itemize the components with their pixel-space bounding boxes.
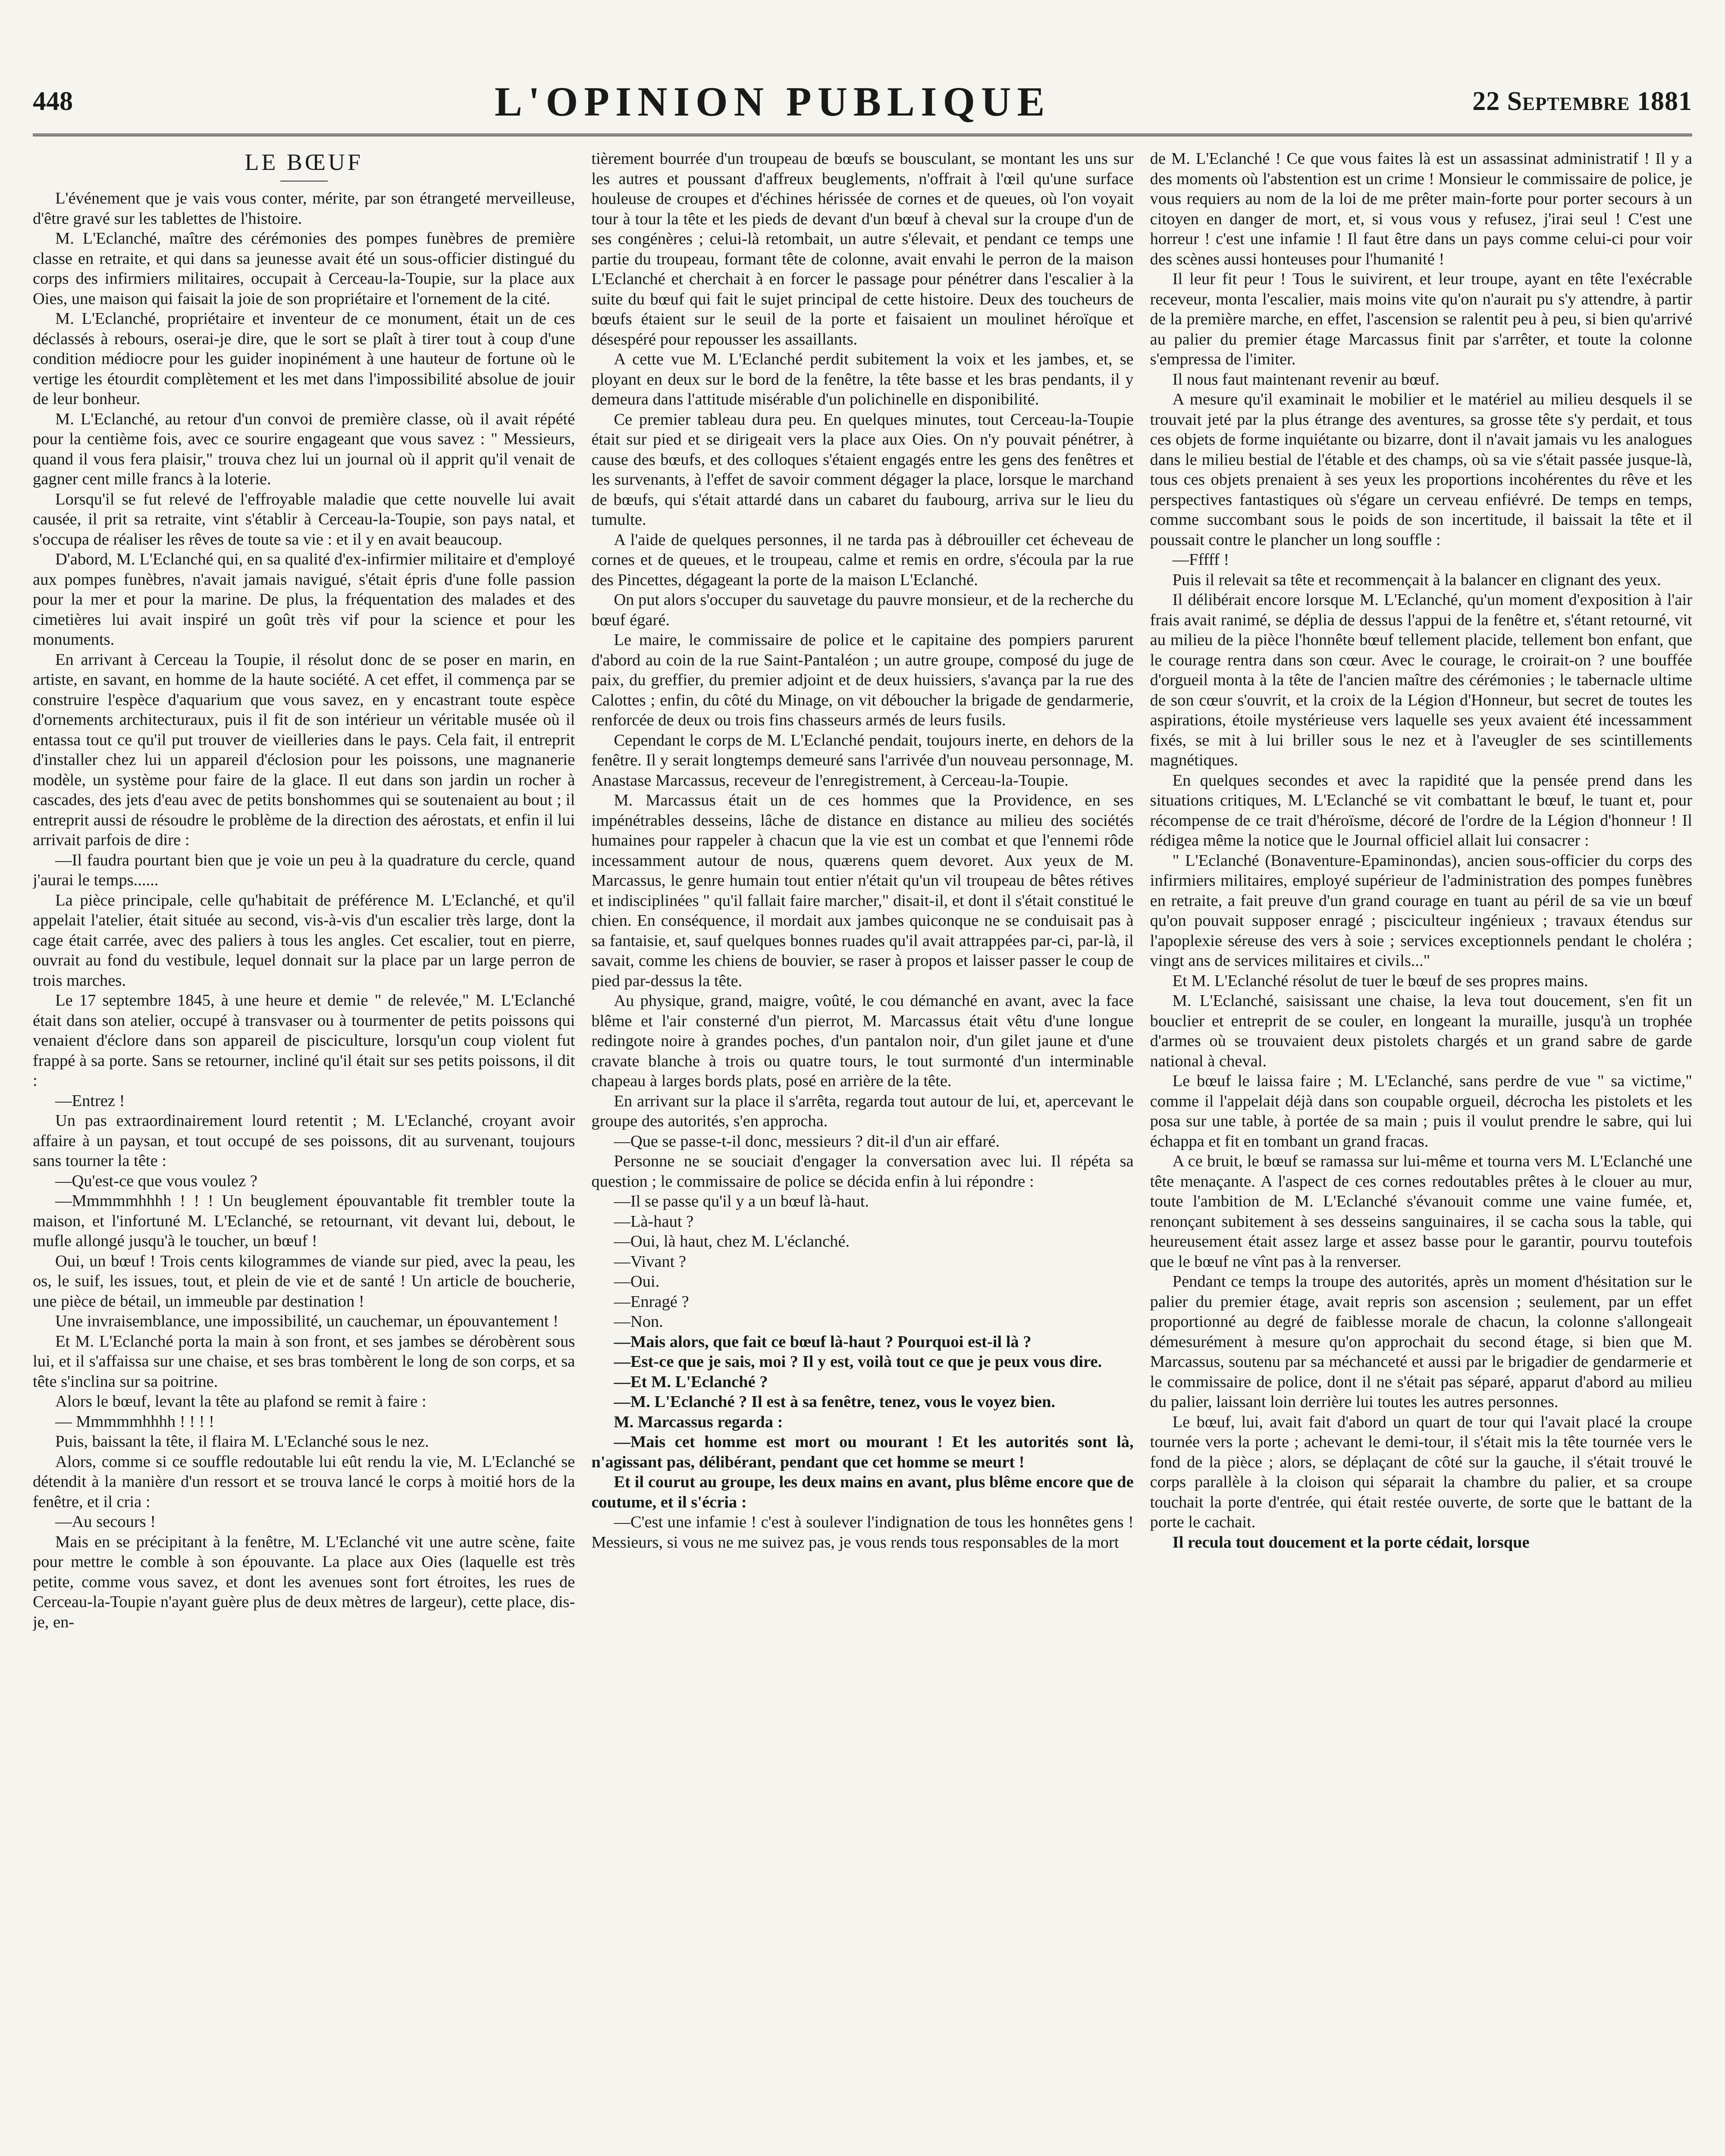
paragraph: M. Marcassus était un de ces hommes que la Providence, en ses impénétrables desseins, lâche de distance en distance au milieu des sociétés humaines pour rappeler à chacun que la vie est un combat et que l'ennemi rôde incessamment autour de nous, quærens quem devoret. Aux yeux de M. Marcassus, le genre humain tout entier n'était qu'un vil troupeau de bêtes rétives et indisciplinées " qu'il fallait faire marcher," disait-il, et dont il s'était constitué le chien. En conséquence, il mordait aux jambes quiconque ne se conduisait pas à sa fantaisie, et, sauf quelques bonnes ruades qu'il avait attrappées par-ci, par-là, il savait, comme les chiens de bouvier, se raser à propos et laisser passer le coup de pied par-dessus la tête. bbox=[591, 791, 1134, 990]
paragraph: L'événement que je vais vous conter, mérite, par son étrangeté merveilleuse, d'être gravé sur les tablettes de l'histoire. bbox=[33, 189, 575, 228]
paragraph: —Entrez ! bbox=[55, 1091, 125, 1110]
paragraph: Mais en se précipitant à la fenêtre, M. L'Eclanché vit une autre scène, faite pour mettre le comble à son épouvante. La place aux Oies (laquelle est très petite, comme vous savez, et dont les avenues sont fort étroites, les rues de Cerceau-la-Toupie n'ayant guère plus de deux mètres de largeur), cette place, dis-je, en- bbox=[33, 1532, 575, 1631]
paragraph: Le maire, le commissaire de police et le capitaine des pompiers parurent d'abord au coin de la rue Saint-Pantaléon ; un autre groupe, composé du juge de paix, du greffier, du premier adjoint et de deux huissiers, s'avança par la rue des Calottes ; enfin, du côté du Minage, on vit déboucher la brigade de gendarmerie, renforcée de deux ou trois fins chasseurs armés de leurs fusils. bbox=[591, 631, 1134, 729]
paragraph: M. L'Eclanché, maître des cérémonies des pompes funèbres de première classe en retraite, et qui dans sa jeunesse avait été un sous-officier distingué du corps des infirmiers militaires, occupait à Cerceau-la-Toupie, sur la place aux Oies, une maison qui faisait la joie de son propriétaire et l'ornement de la cité. bbox=[33, 229, 575, 308]
paragraph: —Vivant ? bbox=[614, 1252, 687, 1271]
paragraph: —Fffff ! bbox=[1172, 551, 1229, 569]
paragraph: Ce premier tableau dura peu. En quelques minutes, tout Cerceau-la-Toupie était sur pied et se dirigeait vers la place aux Oies. On n'y pouvait pénétrer, à cause des bœufs, et des colloques s'étaient engagés entre les gens des fenêtres et les survenants, à l'effet de savoir comment dégager la place, lorsque le marchand de bœufs, qui s'était attardé dans un cabaret du faubourg, arriva sur le lieu du tumulte. bbox=[591, 410, 1134, 529]
paragraph: Puis, baissant la tête, il flaira M. L'Eclanché sous le nez. bbox=[55, 1432, 429, 1451]
paragraph: —Mais alors, que fait ce bœuf là-haut ? Pourquoi est-il là ? bbox=[614, 1332, 1032, 1351]
paragraph: Personne ne se souciait d'engager la conversation avec lui. Il répéta sa question ; le commissaire de police se décida enfin à lui répondre : bbox=[591, 1152, 1134, 1191]
paragraph: Et M. L'Eclanché résolut de tuer le bœuf de ses propres mains. bbox=[1172, 971, 1588, 990]
paragraph: Et M. L'Eclanché porta la main à son front, et ses jambes se dérobèrent sous lui, et il s'affaissa sur une chaise, et ses bras tombèrent le long de son corps, et sa tête s'inclina sur sa poitrine. bbox=[33, 1332, 575, 1391]
paragraph: tièrement bourrée d'un troupeau de bœufs se bousculant, se montant les uns sur les autres et poussant d'affreux beuglements, n'offrait à l'œil qu'une surface houleuse de croupes et d'échines hérissée de cornes et de queues, où l'on voyait tour à tour la tête et les pieds de devant d'un bœuf à cheval sur la croupe d'un de ses congénères ; celui-là retombait, un autre s'élevait, et pendant ce temps une partie du troupeau, formant tête de colonne, avait envahi le perron de la maison L'Eclanché et cherchait à en forcer le passage pour pénétrer dans l'escalier à la suite du bœuf qui fait le sujet principal de cette histoire. Deux des toucheurs de bœufs étaient sur le seuil de la porte et faisaient un moulinet héroïque et désespéré pour repousser les assaillants. bbox=[591, 150, 1134, 348]
paragraph: A mesure qu'il examinait le mobilier et le matériel au milieu desquels il se trouvait jeté par la plus étrange des aventures, sa grosse tête s'y perdait, et tous ces objets de forme inquiétante ou bizarre, dont il n'avait jamais vu les analogues dans le milieu bestial de l'étable et des champs, où sa vie s'était passée jusque-là, tous ces objets prenaient à ses yeux les proportions incohérentes du rêve et les perspectives fantastiques où s'égare un cerveau enfiévré. De temps en temps, comme succombant sous le poids de son incertitude, il baissait la tête et il poussait contre le plancher un long souffle : bbox=[1150, 390, 1692, 549]
paragraph: En quelques secondes et avec la rapidité que la pensée prend dans les situations critiques, M. L'Eclanché se vit combattant le bœuf, le tuant et, pour récompense de ce trait d'héroïsme, décoré de l'ordre de la Légion d'honneur ! Il rédigea même la notice que le Journal officiel allait lui consacrer : bbox=[1150, 771, 1692, 849]
paragraph: Au physique, grand, maigre, voûté, le cou démanché en avant, avec la face blême et l'air consterné d'un pierrot, M. Marcassus était vêtu d'une longue redingote noire à grandes poches, d'un pantalon noir, d'un gilet jaune et d'une cravate blanche à trois ou quatre tours, le tout surmonté d'un interminable chapeau à larges bords plats, posé en arrière de la tête. bbox=[591, 992, 1134, 1090]
paragraph: Lorsqu'il se fut relevé de l'effroyable maladie que cette nouvelle lui avait causée, il prit sa retraite, vint s'établir à Cerceau-la-Toupie, son pays natal, et s'occupa de réaliser les rêves de toute sa vie : et il y en avait beaucoup. bbox=[33, 490, 575, 548]
paragraph: Il leur fit peur ! Tous le suivirent, et leur troupe, ayant en tête l'exécrable receveur, monta l'escalier, mais moins vite qu'on n'aurait pu s'y attendre, à partir de la première marche, en effet, l'ascension se ralentit peu à peu, si bien qu'arrivé au palier du premier étage Marcassus finit par s'arrêter, et toute la colonne s'empressa de l'imiter. bbox=[1150, 270, 1692, 368]
paragraph: On put alors s'occuper du sauvetage du pauvre monsieur, et de la recherche du bœuf égaré. bbox=[591, 591, 1134, 629]
column-3 bbox=[1150, 149, 1692, 2156]
paragraph: Alors le bœuf, levant la tête au plafond se remit à faire : bbox=[55, 1392, 427, 1410]
paragraph: A ce bruit, le bœuf se ramassa sur lui-même et tourna vers M. L'Eclanché une tête menaçante. A l'aspect de ces cornes redoutables prêtes à le clouer au mur, toute l'ambition de M. L'Eclanché s'évanouit comme une vaine fumée, et, renonçant subitement à ses desseins sanguinaires, il se cacha sous la table, qui heureusement était assez large et assez basse pour le garantir, pourvu toutefois que le bœuf ne vînt pas à la renverser. bbox=[1150, 1152, 1692, 1271]
paragraph: En arrivant sur la place il s'arrêta, regarda tout autour de lui, et, apercevant le groupe des autorités, s'en approcha. bbox=[591, 1092, 1134, 1130]
paragraph: Il nous faut maintenant revenir au bœuf. bbox=[1172, 370, 1440, 389]
paragraph: M. L'Eclanché, saisissant une chaise, la leva tout doucement, s'en fit un bouclier et entreprit de se couler, en longeant la muraille, jusqu'à un trophée d'armes où se trouvaient deux pistolets chargés et un grand sabre de garde national à cheval. bbox=[1150, 992, 1692, 1070]
paragraph: Le bœuf le laissa faire ; M. L'Eclanché, sans perdre de vue " sa victime," comme il l'appelait déjà dans son coupable orgueil, décrocha les pistolets et les posa sur une table, à portée de sa main ; puis il voulut prendre le sabre, qui lui échappa et fit en tombant un grand fracas. bbox=[1150, 1072, 1692, 1150]
paragraph: En arrivant à Cerceau la Toupie, il résolut donc de se poser en marin, en artiste, en savant, en homme de la haute société. A cet effet, il commença par se construire l'espèce d'aquarium que vous savez, en y encastrant toute espèce d'ornements architecturaux, puis il fit de son intérieur un véritable musée où il entassa tout ce qu'il put trouver de vieilleries dans le pays. Cela fait, il entreprit d'installer chez lui un appareil d'éclosion pour les poissons, une magnanerie modèle, un système pour faire de la glace. Il eut dans son jardin un rocher à cascades, des jets d'eau avec de petits bonshommes qui se soutenaient au bout ; il entreprit aussi de résoudre le problème de la direction des aérostats, et enfin il lui arrivait parfois de dire : bbox=[33, 650, 575, 849]
issue-date: 22 Septembre 1881 bbox=[1472, 86, 1692, 116]
paragraph: —Qu'est-ce que vous voulez ? bbox=[55, 1172, 257, 1190]
paragraph: —Enragé ? bbox=[614, 1292, 689, 1311]
paragraph: M. L'Eclanché, au retour d'un convoi de première classe, où il avait répété pour la centième fois, avec ce sourire engageant que vous savez : " Messieurs, quand il vous fera plaisir," trouva chez lui un journal où il apprit qu'il venait de gagner cent mille francs à la loterie. bbox=[33, 410, 575, 488]
paragraph: Oui, un bœuf ! Trois cents kilogrammes de viande sur pied, avec la peau, les os, le suif, les issues, tout, et plein de vie et de santé ! Un article de boucherie, une pièce de bétail, un immeuble par destination ! bbox=[33, 1252, 575, 1310]
paragraph: Une invraisemblance, une impossibilité, un cauchemar, un épouvantement ! bbox=[55, 1312, 558, 1330]
column-2 bbox=[591, 149, 1133, 2156]
paragraph: —Il se passe qu'il y a un bœuf là-haut. bbox=[614, 1192, 869, 1210]
paragraph: Il délibérait encore lorsque M. L'Eclanché, qu'un moment d'exposition à l'air frais avait ranimé, se déplia de dessus l'appui de la fenêtre et, s'étant retourné, vit au milieu de la pièce l'honnête bœuf tellement placide, tellement bon enfant, que le courage rentra dans son cœur. Avec le courage, le croirait-on ? une bouffée d'orgueil monta à la tête de l'ancien maître des cérémonies ; le tabernacle ultime de son cœur s'ouvrit, et la croix de la Légion d'Honneur, but secret de toutes les aspirations, étoile mystérieuse vers laquelle ses yeux avaient été incessamment fixés, se mit à lui briller sous le nez et à l'aveugler de ses scintillements magnétiques. bbox=[1150, 591, 1692, 769]
paragraph: —Non. bbox=[614, 1313, 663, 1331]
paragraph: Puis il relevait sa tête et recommençait à la balancer en clignant des yeux. bbox=[1172, 570, 1661, 589]
paragraph: A l'aide de quelques personnes, il ne tarda pas à débrouiller cet écheveau de cornes et de queues, et le troupeau, calme et remis en ordre, s'écoula par la rue des Pincettes, dégageant la porte de la maison L'Eclanché. bbox=[591, 530, 1134, 589]
column-1 bbox=[33, 149, 575, 2156]
paragraph: Un pas extraordinairement lourd retentit ; M. L'Eclanché, croyant avoir affaire à un paysan, et tout occupé de ses poissons, dit au survenant, toujours sans tourner la tête : bbox=[33, 1112, 575, 1170]
header-rule bbox=[33, 134, 1692, 136]
paragraph: de M. L'Eclanché ! Ce que vous faites là est un assassinat administratif ! Il y a des moments où l'abstention est un crime ! Monsieur le commissaire de police, je vous requiers au nom de la loi de me prêter main-forte pour porter secours à un citoyen en danger de mort, et, si vous vous y refusez, j'irai seul ! C'est une horreur ! c'est une infamie ! Il faut être dans un pays comme celui-ci pour voir des scènes aussi honteuses pour l'humanité ! bbox=[1150, 150, 1692, 268]
paragraph: Et il courut au groupe, les deux mains en avant, plus blême encore que de coutume, et il s'écria : bbox=[591, 1473, 1134, 1511]
paragraph: Pendant ce temps la troupe des autorités, après un moment d'hésitation sur le palier du premier étage, avait repris son ascension ; seulement, par un effet proportionné au degré de faiblesse morale de chacun, la colonne s'allongeait démesurément à mesure qu'on approchait du second étage, si bien que M. Marcassus, soutenu par sa méchanceté et aussi par le brigadier de gendarmerie et le commissaire de police, dont il ne s'était pas séparé, apparut d'abord au milieu du palier, laissant loin derrière lui toutes les autres personnes. bbox=[1150, 1272, 1692, 1411]
paragraph: —Il faudra pourtant bien que je voie un peu à la quadrature du cercle, quand j'aurai le temps...... bbox=[33, 851, 575, 889]
paragraph: Alors, comme si ce souffle redoutable lui eût rendu la vie, M. L'Eclanché se détendit à la manière d'un ressort et se trouva lancé le corps à moitié hors de la fenêtre, et il cria : bbox=[33, 1452, 575, 1511]
paragraph: Le bœuf, lui, avait fait d'abord un quart de tour qui l'avait placé la croupe tournée vers la porte ; achevant le demi-tour, il s'était mis la tête tournée vers le fond de la pièce ; alors, se déplaçant de côté sur la gauche, il s'était trouvé le corps parallèle à la cloison qui séparait la chambre du palier, et sa croupe touchait la porte d'entrée, qui était restée ouverte, de sorte que le battant de la porte le cachait. bbox=[1150, 1413, 1692, 1531]
masthead bbox=[33, 78, 1692, 125]
paragraph: Le 17 septembre 1845, à une heure et demie " de relevée," M. L'Eclanché était dans son atelier, occupé à transvaser ou à tourmenter de petits poissons qui venaient d'éclore dans son appareil de pisciculture, lorsqu'un coup violent fut frappé à sa porte. Sans se retourner, incliné qu'il était sur ses petits poissons, il dit : bbox=[33, 991, 575, 1090]
paragraph: —Mais cet homme est mort ou mourant ! Et les autorités sont là, n'agissant pas, délibérant, pendant que cet homme se meurt ! bbox=[591, 1433, 1134, 1471]
paragraph: Cependant le corps de M. L'Eclanché pendait, toujours inerte, en dehors de la fenêtre. Il y serait longtemps demeuré sans l'arrivée d'un nouveau personnage, M. Anastase Marcassus, receveur de l'enregistrement, à Cerceau-la-Toupie. bbox=[591, 731, 1134, 790]
paragraph: M. L'Eclanché, propriétaire et inventeur de ce monument, était un de ces déclassés à rebours, oserai-je dire, que le sort se plaît à tirer tout à coup d'une condition médiocre pour les guider inopinément à une hauteur de fortune où le vertige les étourdit complètement et les met dans l'impossibilité absolue de jouir de leur bonheur. bbox=[33, 310, 575, 408]
paragraph: —Mmmmmhhhh ! ! ! Un beuglement épouvantable fit trembler toute la maison, et l'infortuné M. L'Eclanché, se retournant, vit devant lui, debout, le mufle allongé jusqu'à le toucher, un bœuf ! bbox=[33, 1192, 575, 1250]
paragraph: —Au secours ! bbox=[55, 1513, 156, 1531]
paragraph: M. Marcassus regarda : bbox=[614, 1413, 783, 1431]
title-rule bbox=[280, 181, 328, 182]
paragraph: Il recula tout doucement et la porte cédait, lorsque bbox=[1172, 1533, 1530, 1551]
paragraph: —Oui. bbox=[614, 1272, 660, 1291]
paragraph: D'abord, M. L'Eclanché qui, en sa qualité d'ex-infirmier militaire et d'employé aux pompes funèbres, n'avait jamais navigué, s'était épris d'une folle passion pour la mer et pour la marine. De plus, la fréquentation des malades et des cimetières lui avait inspiré un goût très vif pour la science et pour les monuments. bbox=[33, 550, 575, 649]
article-columns bbox=[33, 149, 1692, 2156]
paragraph: —Oui, là haut, chez M. L'éclanché. bbox=[614, 1232, 850, 1250]
paragraph: — Mmmmmhhhh ! ! ! ! bbox=[55, 1412, 214, 1431]
paragraph: " L'Eclanché (Bonaventure-Epaminondas), ancien sous-officier du corps des infirmiers militaires, employé supérieur de l'administration des pompes funèbres en retraite, a fait preuve d'un grand courage en tuant au péril de sa vie un bœuf qu'on pouvait supposer enragé ; pisciculteur ingénieux ; travaux étendus sur l'apoplexie séreuse des vers à soie ; services exceptionnels pendant le choléra ; vingt ans de services militaires et civils..." bbox=[1150, 851, 1692, 970]
paragraph: —C'est une infamie ! c'est à soulever l'indignation de tous les honnêtes gens ! Messieurs, si vous ne me suivez pas, je vous rends tous responsables de la mort bbox=[591, 1513, 1134, 1551]
paragraph: —Là-haut ? bbox=[614, 1212, 694, 1231]
page-number: 448 bbox=[33, 86, 73, 116]
paragraph: —Que se passe-t-il donc, messieurs ? dit-il d'un air effaré. bbox=[614, 1132, 1000, 1150]
article-title: LE BŒUF bbox=[245, 149, 363, 175]
paragraph: A cette vue M. L'Eclanché perdit subitement la voix et les jambes, et, se ployant en deux sur le bord de la fenêtre, la tête basse et les bras pendants, il y demeura dans l'attitude misérable d'un polichinelle en disponibilité. bbox=[591, 350, 1134, 408]
newspaper-title: L'OPINION PUBLIQUE bbox=[494, 78, 1051, 125]
paragraph: La pièce principale, celle qu'habitait de préférence M. L'Eclanché, et qu'il appelait l'atelier, était située au second, vis-à-vis d'un escalier très large, dont la cage était carrée, avec des paliers à tous les angles. Cet escalier, tout en pierre, ouvrait au fond du vestibule, lequel donnait sur la place par un large perron de trois marches. bbox=[33, 891, 575, 990]
paragraph: —M. L'Eclanché ? Il est à sa fenêtre, tenez, vous le voyez bien. bbox=[614, 1393, 1055, 1411]
paragraph: —Et M. L'Eclanché ? bbox=[614, 1373, 768, 1391]
paragraph: —Est-ce que je sais, moi ? Il y est, voilà tout ce que je peux vous dire. bbox=[614, 1353, 1102, 1371]
